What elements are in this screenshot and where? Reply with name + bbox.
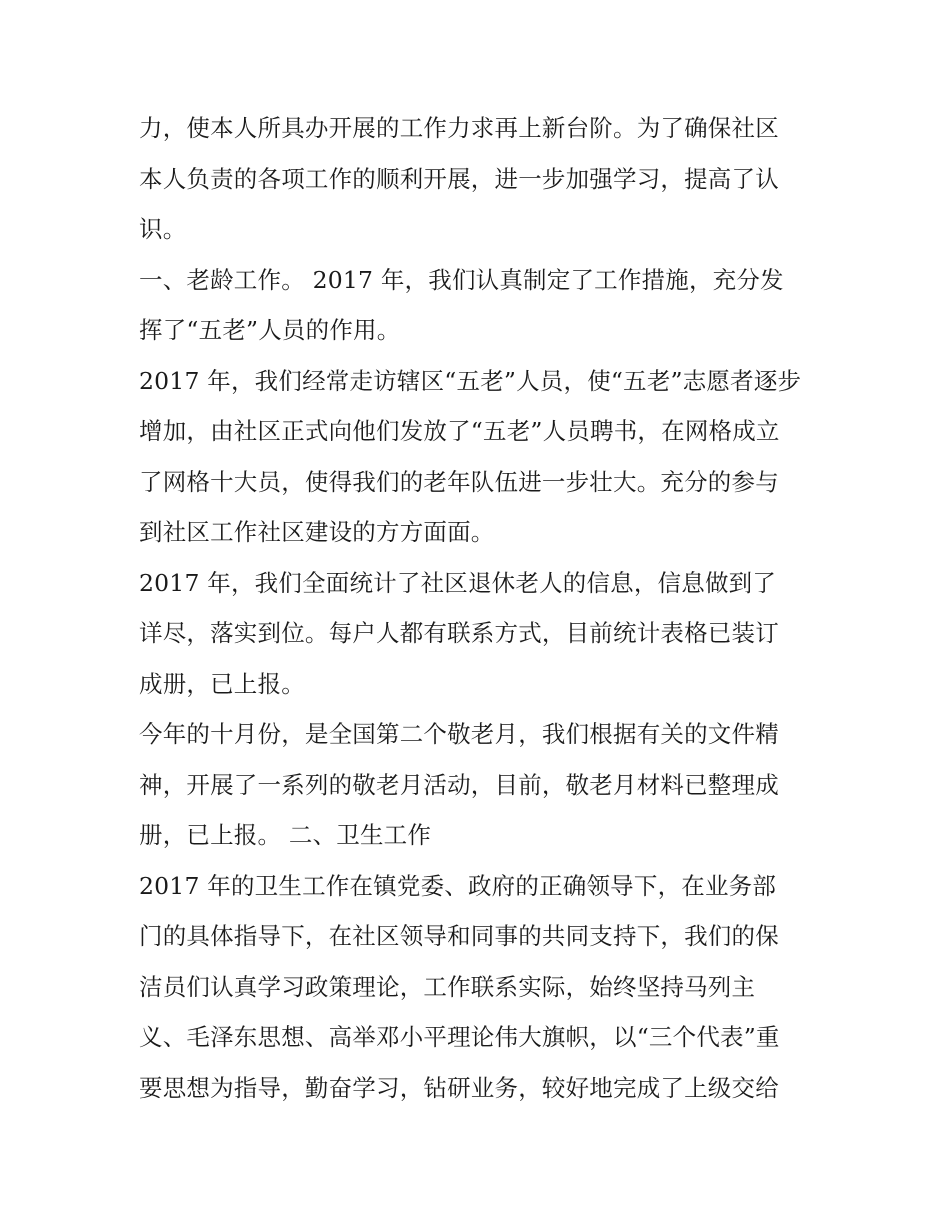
text-line: 到社区工作社区建设的方方面面。 — [139, 518, 495, 546]
body-text — [139, 103, 829, 1113]
text-line: 2017 年，我们全面统计了社区退休老人的信息，信息做到了 — [139, 568, 777, 597]
text-line: 今年的十月份，是全国第二个敬老月，我们根据有关的文件精 — [139, 720, 779, 748]
text-line: 要思想为指导，勤奋学习，钻研业务，较好地完成了上级交给 — [139, 1073, 779, 1102]
text-line: 增加，由社区正式向他们发放了“五老”人员聘书，在网格成立 — [139, 417, 780, 445]
section-heading-elderly-work: 一、老龄工作。 2017 年，我们认真制定了工作措施，充分发 — [139, 265, 784, 294]
text-line: 了网格十大员，使得我们的老年队伍进一步壮大。充分的参与 — [139, 467, 779, 496]
text-line: 洁员们认真学习政策理论，工作联系实际，始终坚持马列主 — [139, 972, 756, 1001]
text-line: 2017 年，我们经常走访辖区“五老”人员，使“五老”志愿者逐步 — [139, 366, 802, 395]
text-line: 识。 — [139, 215, 187, 243]
text-line: 挥了“五老”人员的作用。 — [139, 316, 401, 344]
text-line: 门的具体指导下，在社区领导和同事的共同支持下，我们的保 — [139, 922, 779, 950]
text-line: 成册，已上报。 — [139, 669, 305, 698]
text-line: 详尽，落实到位。每户人都有联系方式，目前统计表格已装订 — [139, 619, 779, 647]
text-line: 义、毛泽东思想、高举邓小平理论伟大旗帜，以“三个代表”重 — [139, 1023, 780, 1051]
section-heading-health-work: 册，已上报。 二、卫生工作 — [139, 821, 432, 849]
text-line: 神，开展了一系列的敬老月活动，目前，敬老月材料已整理成 — [139, 770, 779, 799]
text-line: 本人负责的各项工作的顺利开展，进一步加强学习，提高了认 — [139, 164, 779, 193]
text-line: 力，使本人所具办开展的工作力求再上新台阶。为了确保社区 — [139, 114, 779, 142]
text-line: 2017 年的卫生工作在镇党委、政府的正确领导下，在业务部 — [139, 871, 777, 900]
